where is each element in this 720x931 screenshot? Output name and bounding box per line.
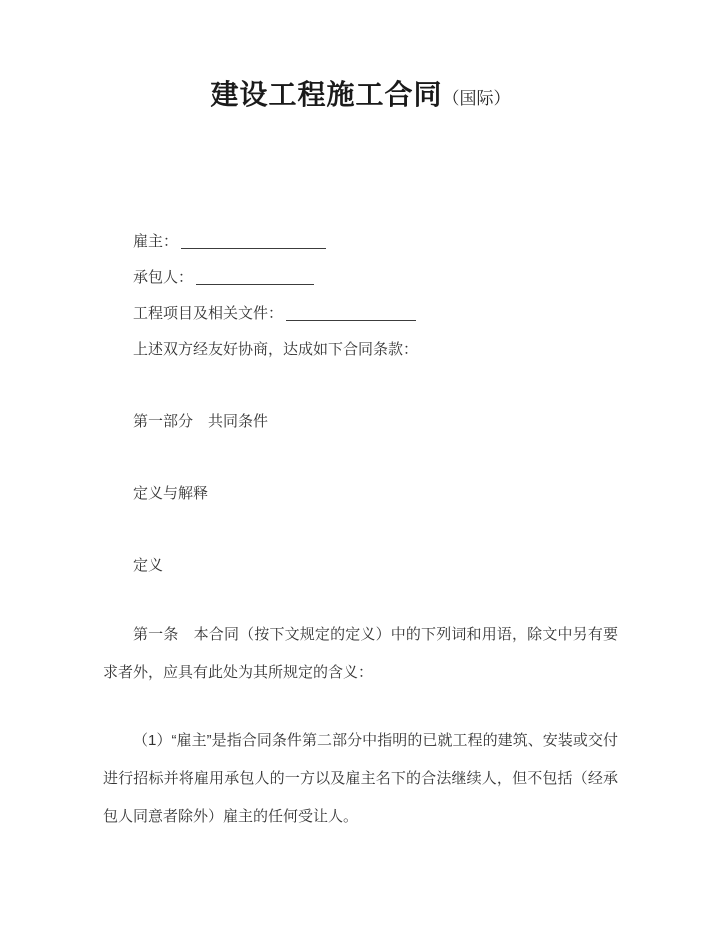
- employer-label: 雇主：: [133, 233, 179, 250]
- project-line: [103, 296, 618, 332]
- contractor-blank-field: [196, 270, 314, 285]
- definition-item-one-paragraph: （1）“雇主”是指合同条件第二部分中指明的已就工程的建筑、安装或交付进行招标并将雇用承包人的一方以及雇主名下的合法继续人，但不包括（经承包人同意者除外）雇主的任何受让人。: [103, 732, 618, 825]
- intro-line: 上述双方经友好协商，达成如下合同条款：: [133, 341, 419, 358]
- project-blank-field: [286, 306, 416, 321]
- party-fill-in-section: [103, 224, 618, 368]
- part-one-heading: 第一部分 共同条件: [133, 413, 269, 430]
- employer-blank-field: [181, 234, 326, 249]
- definitions-interpretation-heading: 定义与解释: [133, 485, 209, 502]
- document-title: [103, 74, 618, 120]
- document-title-suffix: （国际）: [442, 89, 511, 108]
- employer-line: [103, 224, 618, 260]
- contractor-label: 承包人：: [133, 269, 194, 286]
- definitions-heading: 定义: [133, 557, 164, 574]
- document-title-main: 建设工程施工合同: [210, 79, 443, 110]
- clause-one-paragraph: 第一条 本合同（按下文规定的定义）中的下列词和用语，除文中另有要求者外，应具有此处为其所规定的含义：: [103, 626, 618, 681]
- project-label: 工程项目及相关文件：: [133, 305, 284, 322]
- contractor-line: [103, 260, 618, 296]
